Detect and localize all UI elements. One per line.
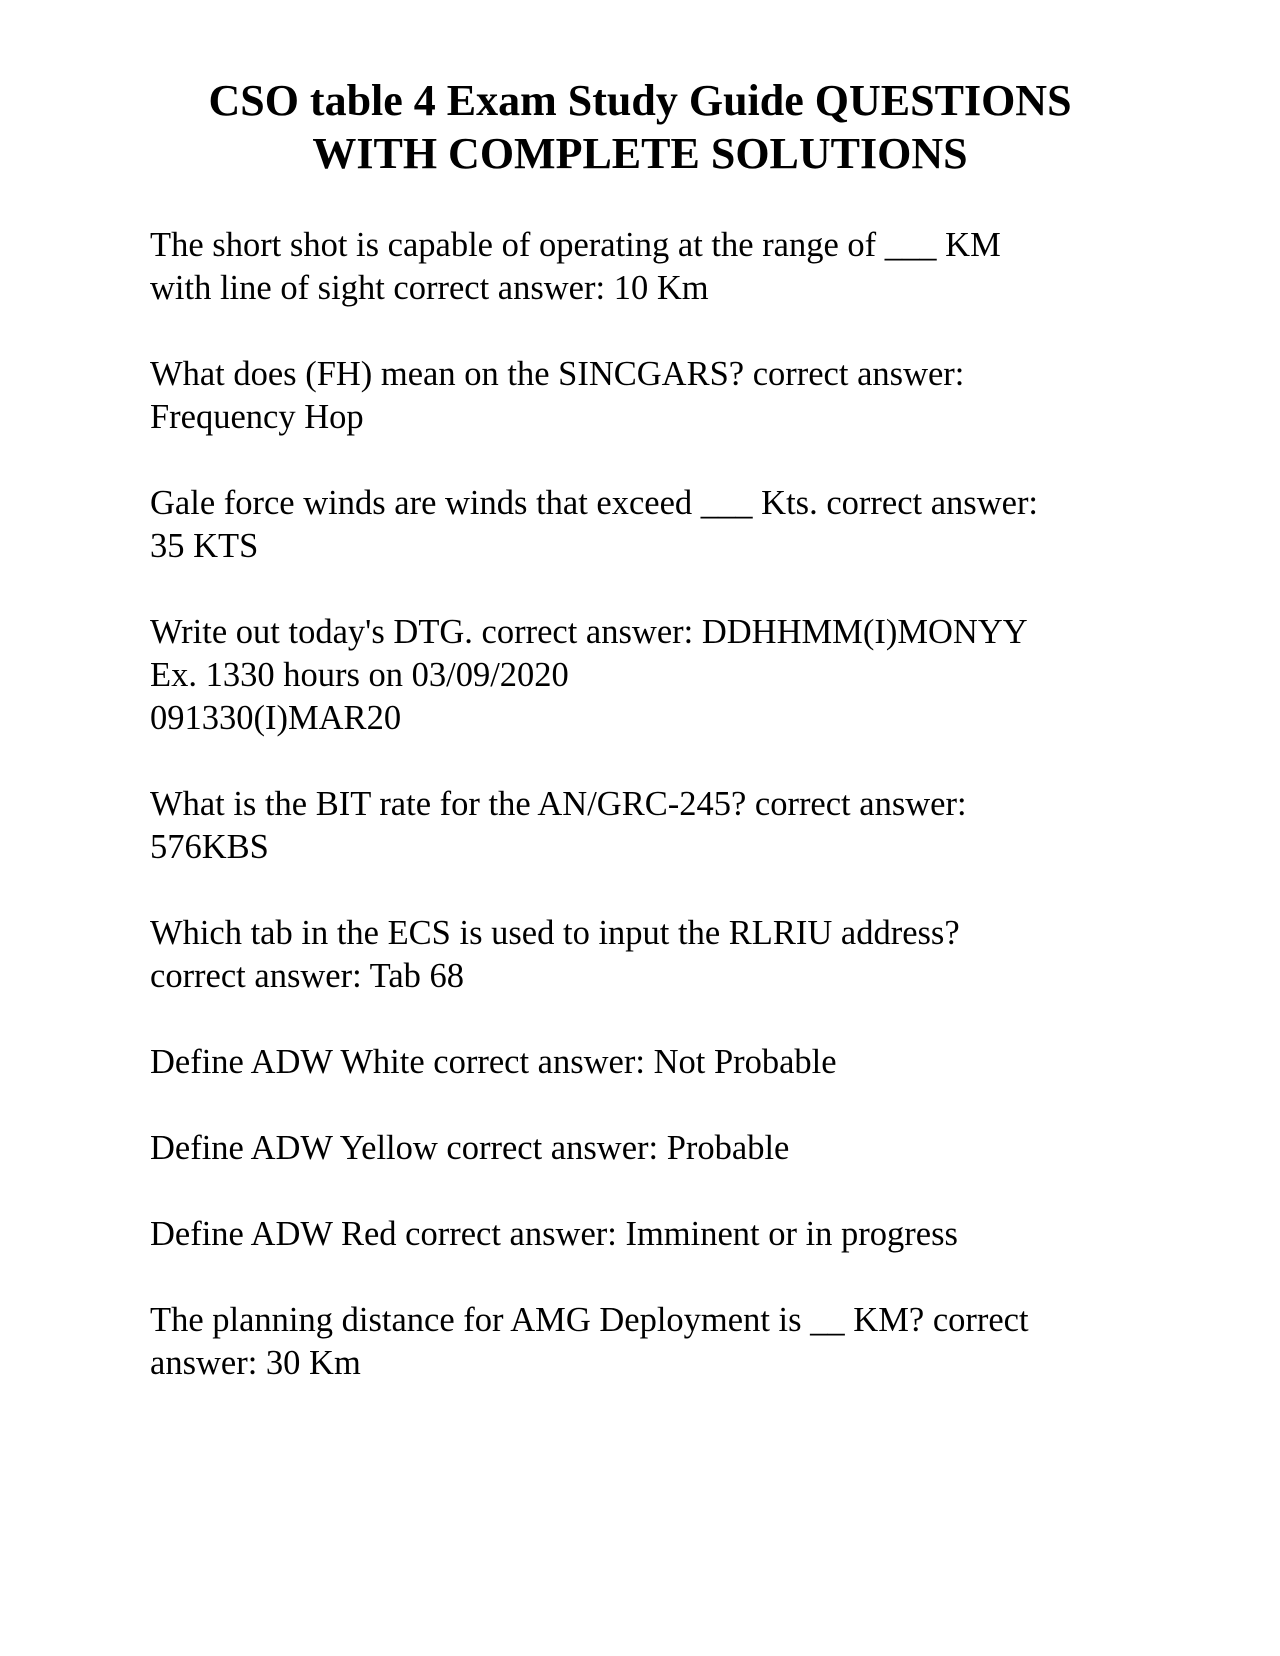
question-line: answer: 30 Km: [150, 1344, 361, 1382]
question-line: The planning distance for AMG Deployment is __ KM? correct: [150, 1301, 1029, 1339]
question-item: [150, 783, 1150, 869]
question-item: [150, 1127, 1150, 1170]
question-line: Write out today's DTG. correct answer: DDHHMM(I)MONYY: [150, 613, 1028, 651]
question-line: Which tab in the ECS is used to input the RLRIU address?: [150, 914, 960, 952]
question-list: [150, 224, 1150, 1428]
question-line: Define ADW Red correct answer: Imminent or in progress: [150, 1215, 958, 1253]
question-item: [150, 1213, 1150, 1256]
question-line: Define ADW Yellow correct answer: Probable: [150, 1129, 790, 1167]
question-line: What is the BIT rate for the AN/GRC-245? correct answer:: [150, 785, 967, 823]
question-item: [150, 224, 1150, 310]
question-line: Frequency Hop: [150, 398, 364, 436]
question-line: The short shot is capable of operating at the range of ___ KM: [150, 226, 1001, 264]
document-title: [150, 74, 1130, 180]
question-item: [150, 912, 1150, 998]
question-item: [150, 611, 1150, 740]
question-item: [150, 353, 1150, 439]
question-item: [150, 1299, 1150, 1385]
question-line: 091330(I)MAR20: [150, 699, 402, 737]
question-line: with line of sight correct answer: 10 Km: [150, 269, 709, 307]
title-line: WITH COMPLETE SOLUTIONS: [312, 129, 968, 178]
question-item: [150, 1041, 1150, 1084]
question-line: correct answer: Tab 68: [150, 957, 465, 995]
question-line: What does (FH) mean on the SINCGARS? correct answer:: [150, 355, 965, 393]
question-line: 35 KTS: [150, 527, 259, 565]
question-line: Define ADW White correct answer: Not Probable: [150, 1043, 837, 1081]
question-line: 576KBS: [150, 828, 269, 866]
question-line: Gale force winds are winds that exceed ___ Kts. correct answer:: [150, 484, 1039, 522]
question-item: [150, 482, 1150, 568]
question-line: Ex. 1330 hours on 03/09/2020: [150, 656, 569, 694]
title-line: CSO table 4 Exam Study Guide QUESTIONS: [208, 76, 1072, 125]
